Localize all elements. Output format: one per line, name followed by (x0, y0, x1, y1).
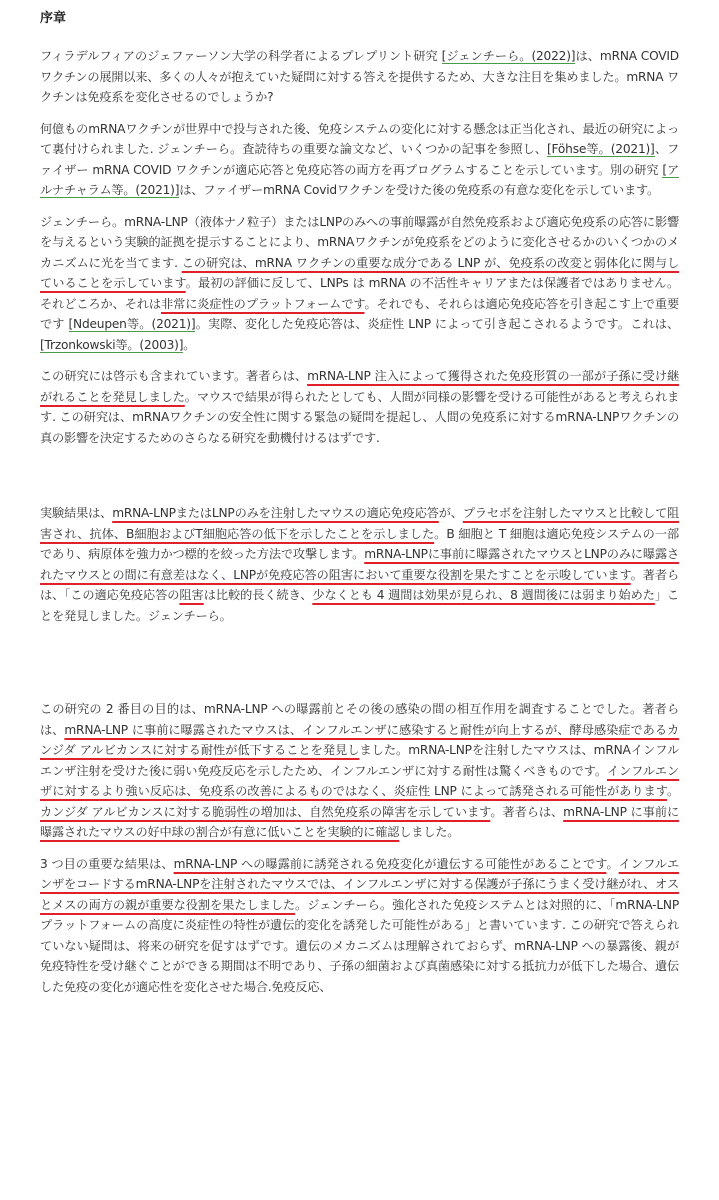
body-text: は比較的長く続き、 (203, 588, 313, 602)
section-heading: 序章 (40, 11, 67, 26)
highlighted-text: mRNA-LNP への曝露前に誘発される免疫変化が遺伝する可能性があることです (173, 856, 607, 871)
highlighted-text: この研究は、mRNA ワクチンの重要な成分である LNP が、免疫系の改変と弱体化に関与していることを示しています (40, 255, 679, 290)
body-text: 。 (183, 337, 196, 352)
citation-link[interactable]: [Trzonkowski等。(2003)] (40, 337, 184, 352)
citation-link[interactable]: [Ndeupen等。(2021)] (68, 317, 196, 331)
paragraph-1 (40, 46, 679, 108)
citation-link[interactable]: [Föhse等。(2021)] (547, 142, 655, 156)
body-text: 、ファイザー mRNA COVID ワクチンが適応応答と免疫応答の両方を再プログラムすることを示しています。別の研究 (40, 142, 680, 177)
body-text: 。B 細胞と T 細胞は適応免疫システムの一部であり、病原体を強力かつ標的を絞った方法で攻撃します。 (40, 526, 680, 561)
body-text: 。 (667, 784, 679, 798)
body-text: 。最初の評価に反して、LNPs は mRNA の不活性キャリアまたは保護者ではありません。それどころか、それは (40, 276, 680, 311)
body-text: フィラデルフィアのジェファーソン大学の科学者によるプレプリント研究 (40, 49, 442, 63)
body-text: は、mRNA COVID ワクチンの展開以来、多くの人々が抱えていた疑問に対する答えを提供するため、大きな注目を集めました。mRNA ワクチンは免疫系を変化させるのでしょうか? (40, 49, 679, 104)
body-text: この研究の 2 番目の目的は、mRNA-LNP への曝露前とその後の感染の間の相互作用を調査することでした。著者らは、 (40, 702, 679, 737)
highlighted-text: 非常に炎症性のプラットフォームです (161, 296, 365, 311)
paragraph-4 (40, 366, 679, 448)
highlighted-text: 少なくとも 4 週間は効果が見られ、8 週間後には弱まり始めた (312, 588, 655, 602)
highlighted-text: mRNA-LNP 注入によって獲得された免疫形質の一部が子孫に受け継がれることを発見しました (40, 369, 679, 404)
paragraph-3 (40, 212, 679, 356)
paragraph-2 (40, 119, 679, 201)
highlighted-text: インフルエンザをコードするmRNA-LNPを注射されたマウスでは、インフルエンザに対する保護が子孫にうまく受け継がれ、オスとメスの両方の親が重要な役割を果たしました (40, 856, 680, 912)
body-text: 。それでも、それらは適応免疫応答を引き起こす上で重要です (40, 296, 680, 331)
body-text: しました。 (399, 825, 460, 839)
highlighted-text: mRNA-LNPまたはLNPのみを注射したマウスの適応免疫応答 (112, 506, 439, 520)
paragraph-6 (40, 699, 679, 843)
body-text: 。著者らは、 (490, 804, 564, 819)
highlighted-text: mRNA-LNP に事前に曝露されたマウスは、インフルエンザに感染すると耐性が向上するが、酵母感染症であるカンジダ アルビカンスに対する耐性が低下することを発見し (40, 722, 679, 757)
body-text: 」ことを発見しました。ジェンチーら。 (40, 588, 680, 623)
body-text: 何億ものmRNAワクチンが世界中で投与された後、免疫システムの変化に対する懸念は正当化され、最近の研究によって裏付けられました. ジェンチーら。査読待ちの重要な論文など、いくつかの記事を参照し、 (40, 121, 679, 156)
paragraph-7 (40, 854, 679, 998)
body-text: は、ファイザーmRNA Covidワクチンを受けた後の免疫系の有意な変化を示しています。 (179, 183, 660, 197)
citation-link[interactable]: [アルナチャラム等。(2021)] (40, 162, 679, 197)
body-text: 実験結果は、 (40, 506, 113, 520)
spacer (40, 459, 679, 503)
body-text: 。実際、変化した免疫応答は、炎症性 LNP によって引き起こされるようです。これは、 (195, 317, 679, 331)
body-text: 。ジェンチーら。強化された免疫システムとは対照的に、「mRNA-LNPプラットフォームの高度に炎症性の特性が遺伝的変化を誘発した可能性がある」と書いています. この研究で答えられていない疑問は、将来の研究を促すはずです。遺伝のメカニズムは理解されておらず、mRNA-LNP への暴露後、親が免疫特性を受け継ぐことができる期間は不明であり、子孫の細菌および真菌感染に対する抵抗力が低下した場合、遺伝した免疫の変化が適応性を変化させた場合.免疫反応、 (40, 897, 679, 994)
highlighted-text: インフルエンザに対するより強い反応は、免疫系の改善によるものではなく、炎症性 LNP によって誘発される可能性があります (40, 763, 679, 798)
highlighted-text: カンジダ アルビカンスに対する脆弱性の増加は、自然免疫系の障害を示しています (40, 804, 491, 819)
body-text: 3 つ目の重要な結果は、 (40, 856, 174, 871)
highlighted-text: プラセボを注射したマウスと比較して阻害され、抗体、B細胞およびT細胞応答の低下を示したことを示しました (40, 506, 679, 541)
paragraph-5 (40, 503, 679, 626)
spacer (40, 637, 679, 699)
highlighted-text: mRNA-LNPに事前に曝露されたマウスとLNPのみに曝露されたマウスとの間に有意差はなく、LNPが免疫応答の阻害において重要な役割を果たすことを示唆しています (40, 547, 680, 582)
body-text: ジェンチーら。mRNA-LNP（液体ナノ粒子）またはLNPのみへの事前曝露が自然免疫系および適応免疫系の応答に影響を与えるという実験的証拠を提示することにより、mRNAワクチンが免疫系をどのように変化させるかのいくつかのメカニズムに光を当てます. (40, 214, 679, 270)
highlighted-text: 阻害 (179, 588, 204, 602)
body-text: 。 (606, 856, 619, 871)
citation-link[interactable]: [ジェンチーら。(2022)] (441, 49, 576, 63)
body-text: ました。mRNA-LNPを注射したマウスは、mRNAインフルエンザ注射を受けた後に弱い免疫反応を示したため、インフルエンザに対する耐性は驚くべきものです。 (40, 743, 679, 778)
body-text: この研究には啓示も含まれています。著者らは、 (40, 369, 308, 383)
body-text: 。著者らは、「この適応免疫応答の (40, 567, 680, 602)
highlighted-text: mRNA-LNP に事前に曝露されたマウスの好中球の割合が有意に低いことを実験的に確認 (40, 804, 679, 839)
body-text: が、 (438, 506, 463, 520)
body-text: 。マウスで結果が得られたとしても、人間が同様の影響を受ける可能性があると考えられます. この研究は、mRNAワクチンの安全性に関する緊急の疑問を提起し、人間の免疫系に対するmRNA-LNPワクチンの真の影響を決定するためのさらなる研究を動機付けるはずです. (40, 389, 679, 445)
